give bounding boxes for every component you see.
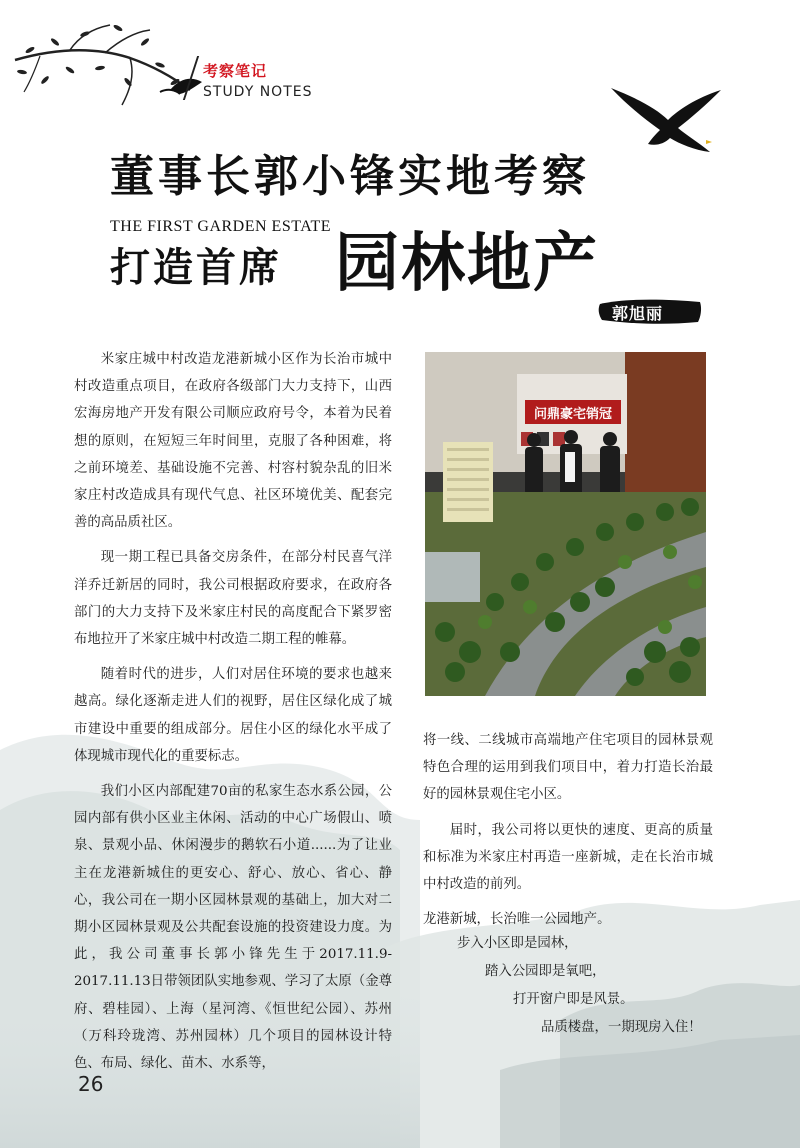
showroom-sign: 问鼎豪宅销冠 — [533, 407, 613, 422]
paragraph: 我们小区内部配建70亩的私家生态水系公园，公园内部有供小区业主休闲、活动的中心广场假山、喷泉、景观小品、休闲漫步的鹅软石小道......为了让业主在龙港新城住的更安心、舒心、放心、省心、静心，我公司在一期小区园林景观的基础上，加大对二期小区园林景观及公共配套设施的投资建设力度。为此，我公司董事长郭小锋先生于2017.11.9-2017.11.13日带领团队实地参观、学习了太原（金尊府、碧桂园）、上海（星河湾、《恒世纪公园）、苏州（万科玲珑湾、苏州园林）几个项目的园林设计特色、布局、绿化、苗木、水系等， — [74, 784, 392, 1072]
author-name: 郭旭丽 — [612, 304, 664, 323]
plum-branch-illustration — [10, 20, 210, 110]
headline-line1: 董事长郭小锋实地考察 — [110, 151, 590, 202]
sand-table-model-image — [425, 352, 706, 696]
paragraph: 米家庄城中村改造龙港新城小区作为长治市城中村改造重点项目，在政府各级部门大力支持下，山西宏海房地产开发有限公司顺应政府号令，本着为民着想的原则，在短短三年时间里，克服了各种困难，将之前环境差、基础设施不完善、村容村貌杂乱的旧米家庄村改造成具有现代气息、社区环境优美、配套完善的高品质社区。 — [74, 352, 392, 531]
headline-english: THE FIRST GARDEN ESTATE — [110, 218, 332, 235]
headline-line2a: 打造首席 — [110, 245, 282, 291]
article-right-column — [423, 727, 713, 941]
poem-line: 步入小区即是园林， — [457, 936, 578, 951]
article-left-column — [74, 346, 392, 1085]
section-title-en: STUDY NOTES — [203, 84, 313, 100]
paragraph: 现一期工程已具备交房条件，在部分村民喜气洋洋乔迁新居的同时，我公司根据政府要求，在政府各部门的大力支持下及米家庄村民的高度配合下紧罗密布地拉开了米家庄城中村改造二期工程的帷幕。 — [74, 550, 392, 648]
paragraph: 随着时代的进步，人们对居住环境的要求也越来越高。绿化逐渐走进人们的视野，居住区绿化成了城市建设中重要的组成部分。居住小区的绿化水平成了体现城市现代化的重要标志。 — [74, 667, 392, 764]
headline-line2b: 园林地产 — [335, 226, 599, 301]
section-title-cn: 考察笔记 — [203, 62, 268, 80]
page-number: 26 — [78, 1072, 104, 1096]
paragraph: 将一线、二线城市高端地产住宅项目的园林景观特色合理的运用到我们项目中，着力打造长治最好的园林景观住宅小区。 — [423, 733, 713, 803]
poem-line: 打开窗户即是风景。 — [513, 992, 634, 1007]
paragraph: 龙港新城，长治唯一公园地产。 — [423, 912, 611, 928]
author-tag — [596, 296, 704, 326]
closing-poem — [423, 930, 723, 1042]
eagle-illustration — [606, 80, 726, 160]
paragraph: 届时，我公司将以更快的速度、更高的质量和标准为米家庄村再造一座新城，走在长治市城中村改造的前列。 — [423, 822, 713, 893]
poem-line: 踏入公园即是氧吧， — [485, 964, 606, 979]
poem-line: 品质楼盘，一期现房入住！ — [541, 1020, 702, 1035]
site-model-photo — [425, 352, 706, 696]
